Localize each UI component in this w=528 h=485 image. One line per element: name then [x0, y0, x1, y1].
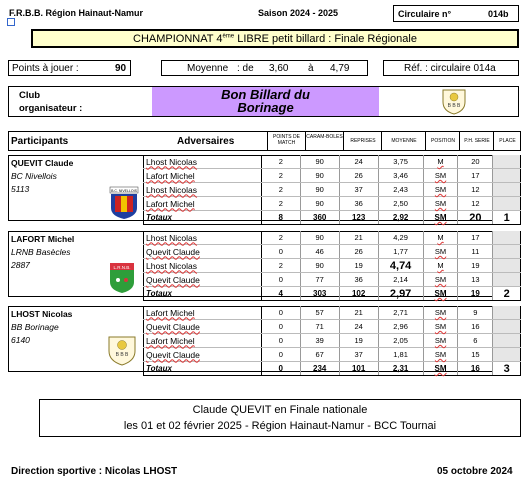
opponent-name: Lhost Nicolas: [144, 183, 262, 197]
reprises: 26: [339, 245, 378, 259]
place-cell: [493, 320, 521, 334]
position: SM: [423, 334, 458, 348]
title-pre: CHAMPIONNAT 4: [133, 33, 223, 45]
total-moyenne: 2,92: [378, 211, 423, 225]
game-row: [144, 348, 521, 362]
header-place: PLACE: [493, 132, 521, 150]
ref-label: Réf. : circulaire 014a: [404, 63, 496, 74]
bbb-logo: [107, 335, 137, 367]
match-points: 0: [261, 306, 300, 320]
place-cell: [493, 245, 521, 259]
moyenne: 2,05: [378, 334, 423, 348]
totals-row: [144, 287, 521, 301]
header-points: POINTS DE MATCH: [267, 132, 305, 150]
footer-date: 05 octobre 2024: [437, 466, 513, 477]
ph-serie: 6: [458, 334, 493, 348]
svg-text:B.C. NIVELLOIS: B.C. NIVELLOIS: [111, 189, 137, 193]
reprises: 19: [339, 259, 378, 273]
moyenne: 2,71: [378, 306, 423, 320]
header-reprises: REPRISES: [343, 132, 382, 150]
ph-serie: 12: [458, 197, 493, 211]
bbb-logo-text: B B B: [447, 103, 461, 109]
game-row: [144, 169, 521, 183]
match-points: 0: [261, 320, 300, 334]
carambolles: 71: [300, 320, 339, 334]
totals-row: [144, 362, 521, 376]
opponent-name: Quevit Claude: [144, 245, 262, 259]
position: M: [423, 231, 458, 245]
carambolles: 77: [300, 273, 339, 287]
footer-direction: Direction sportive : Nicolas LHOST: [11, 466, 178, 477]
moyenne-box: [161, 60, 368, 76]
reprises: 21: [339, 231, 378, 245]
game-row: [144, 183, 521, 197]
position: M: [423, 155, 458, 169]
carambolles: 90: [300, 197, 339, 211]
game-row: [144, 273, 521, 287]
total-reprises: 123: [339, 211, 378, 225]
title-sup: ème: [222, 33, 235, 40]
place-cell: [493, 169, 521, 183]
match-points: 2: [261, 169, 300, 183]
game-row: [144, 320, 521, 334]
game-row: [144, 245, 521, 259]
moyenne-from: 3,60: [269, 63, 289, 74]
place-cell: [493, 348, 521, 362]
totals-label: Totaux: [144, 362, 262, 376]
ph-serie: 12: [458, 183, 493, 197]
place-cell: [493, 273, 521, 287]
moyenne-label: Moyenne: [187, 63, 229, 74]
opponent-name: Lhost Nicolas: [144, 231, 262, 245]
game-row: [144, 306, 521, 320]
participant-club: LRNB Basècles: [11, 247, 71, 257]
reprises: 37: [339, 183, 378, 197]
position: SM: [423, 197, 458, 211]
position: SM: [423, 348, 458, 362]
place-cell: [493, 231, 521, 245]
total-points: 4: [261, 287, 300, 301]
moyenne: 3,75: [378, 155, 423, 169]
position: SM: [423, 273, 458, 287]
position: SM: [423, 320, 458, 334]
total-reprises: 101: [339, 362, 378, 376]
opponent-name: Quevit Claude: [144, 348, 262, 362]
title-post: LIBRE petit billard : Finale Régionale: [234, 33, 417, 45]
match-points: 2: [261, 155, 300, 169]
place-cell: [493, 334, 521, 348]
opponent-name: Lafort Michel: [144, 334, 262, 348]
results-table: [143, 231, 521, 301]
participant-license: 2887: [11, 260, 30, 270]
moyenne: 2,96: [378, 320, 423, 334]
season: Saison 2024 - 2025: [258, 8, 339, 18]
participant-license: 5113: [11, 184, 30, 194]
position: SM: [423, 306, 458, 320]
club-name-line-1: Bon Billard du: [221, 87, 310, 102]
club-name: [152, 88, 379, 114]
match-points: 2: [261, 183, 300, 197]
moyenne: 2,14: [378, 273, 423, 287]
ph-serie: 17: [458, 231, 493, 245]
reprises: 36: [339, 273, 378, 287]
svg-text:B B B: B B B: [115, 352, 129, 358]
total-ph-serie: 16: [458, 362, 493, 376]
ph-serie: 11: [458, 245, 493, 259]
table-header: [8, 131, 521, 151]
participant-license: 6140: [11, 335, 30, 345]
game-row: [144, 197, 521, 211]
total-moyenne: 2,31: [378, 362, 423, 376]
bc-nivellois-logo: [109, 186, 139, 220]
results-table: [143, 306, 521, 376]
note-line-2: les 01 et 02 février 2025 - Région Hainaut-Namur - BCC Tournai: [123, 420, 437, 432]
opponent-name: Lafort Michel: [144, 197, 262, 211]
ph-serie: 9: [458, 306, 493, 320]
carambolles: 90: [300, 259, 339, 273]
place-cell: [493, 306, 521, 320]
moyenne: 2,50: [378, 197, 423, 211]
note-box: [39, 399, 521, 437]
carambolles: 90: [300, 169, 339, 183]
match-points: 0: [261, 245, 300, 259]
ref-box: [383, 60, 519, 76]
position: M: [423, 259, 458, 273]
note-line-1: Claude QUEVIT en Finale nationale: [192, 404, 368, 416]
reprises: 37: [339, 348, 378, 362]
carambolles: 90: [300, 183, 339, 197]
totals-row: [144, 211, 521, 225]
moyenne-de: : de: [237, 63, 254, 74]
place-cell: [493, 259, 521, 273]
carambolles: 90: [300, 231, 339, 245]
circular-box: [393, 5, 519, 22]
total-ph-serie: 20: [458, 211, 493, 225]
match-points: 2: [261, 197, 300, 211]
header-position: POSITION: [425, 132, 460, 150]
place-cell: [493, 183, 521, 197]
club-box: [8, 86, 519, 117]
points-value: 90: [115, 63, 127, 74]
carambolles: 67: [300, 348, 339, 362]
total-carambolles: 360: [300, 211, 339, 225]
moyenne: 2,43: [378, 183, 423, 197]
place-cell: [493, 197, 521, 211]
total-position: SM: [423, 211, 458, 225]
participant-name: LHOST Nicolas: [11, 309, 73, 319]
ph-serie: 20: [458, 155, 493, 169]
club-name-highlight: [152, 87, 379, 116]
reprises: 21: [339, 306, 378, 320]
results-table: [143, 155, 521, 225]
svg-text:L.R.N.B.: L.R.N.B.: [113, 265, 131, 270]
participant-name: QUEVIT Claude: [11, 158, 74, 168]
game-row: [144, 259, 521, 273]
total-carambolles: 303: [300, 287, 339, 301]
game-row: [144, 334, 521, 348]
moyenne-to: 4,79: [330, 63, 350, 74]
match-points: 0: [261, 273, 300, 287]
carambolles: 57: [300, 306, 339, 320]
totals-label: Totaux: [144, 211, 262, 225]
lrnb-logo: [109, 262, 135, 294]
match-points: 2: [261, 259, 300, 273]
position: SM: [423, 169, 458, 183]
total-position: SM: [423, 362, 458, 376]
position: SM: [423, 183, 458, 197]
match-points: 0: [261, 334, 300, 348]
org-name: F.R.B.B. Région Hainaut-Namur: [9, 8, 144, 18]
total-position: SM: [423, 287, 458, 301]
header-ph-serie: P.H. SERIE: [459, 132, 494, 150]
total-ph-serie: 19: [458, 287, 493, 301]
moyenne: 4,29: [378, 231, 423, 245]
club-label-1: Club: [19, 90, 41, 101]
carambolles: 39: [300, 334, 339, 348]
place-cell: [493, 155, 521, 169]
final-place: 3: [493, 362, 521, 376]
opponent-name: Lhost Nicolas: [144, 259, 262, 273]
total-moyenne: 2,97: [378, 287, 423, 301]
opponent-name: Lhost Nicolas: [144, 155, 262, 169]
moyenne: 1,81: [378, 348, 423, 362]
club-name-line-2: Borinage: [237, 100, 294, 115]
moyenne-a: à: [308, 63, 314, 74]
reprises: 36: [339, 197, 378, 211]
reprises: 24: [339, 320, 378, 334]
championship-title: [33, 33, 517, 45]
participant-name: LAFORT Michel: [11, 234, 75, 244]
participant-club: BC Nivellois: [11, 171, 57, 181]
match-points: 2: [261, 231, 300, 245]
position: SM: [423, 245, 458, 259]
club-label-2: organisateur :: [19, 103, 83, 114]
moyenne: 1,77: [378, 245, 423, 259]
carambolles: 90: [300, 155, 339, 169]
circular-label: Circulaire n°: [398, 9, 452, 19]
opponent-name: Quevit Claude: [144, 273, 262, 287]
ph-serie: 16: [458, 320, 493, 334]
reprises: 26: [339, 169, 378, 183]
total-carambolles: 234: [300, 362, 339, 376]
totals-label: Totaux: [144, 287, 262, 301]
opponent-name: Lafort Michel: [144, 306, 262, 320]
game-row: [144, 155, 521, 169]
circular-number: 014b: [488, 9, 509, 19]
carambolles: 46: [300, 245, 339, 259]
points-label: Points à jouer :: [12, 63, 79, 74]
moyenne: 4,74: [378, 259, 423, 273]
header-carambolles: CARAM-BOLES: [305, 132, 343, 150]
game-row: [144, 231, 521, 245]
championship-title-bar: [31, 29, 519, 48]
ph-serie: 15: [458, 348, 493, 362]
reprises: 24: [339, 155, 378, 169]
header-moyenne: MOYENNE: [381, 132, 426, 150]
header-participants: Participants: [11, 136, 69, 147]
bbb-logo: [441, 88, 467, 115]
opponent-name: Quevit Claude: [144, 320, 262, 334]
total-points: 8: [261, 211, 300, 225]
total-reprises: 102: [339, 287, 378, 301]
selection-handle[interactable]: [7, 18, 15, 26]
reprises: 19: [339, 334, 378, 348]
final-place: 1: [493, 211, 521, 225]
final-place: 2: [493, 287, 521, 301]
ph-serie: 13: [458, 273, 493, 287]
opponent-name: Lafort Michel: [144, 169, 262, 183]
ph-serie: 19: [458, 259, 493, 273]
moyenne: 3,46: [378, 169, 423, 183]
participant-club: BB Borinage: [11, 322, 59, 332]
points-box: [8, 60, 131, 76]
total-points: 0: [261, 362, 300, 376]
match-points: 0: [261, 348, 300, 362]
ph-serie: 17: [458, 169, 493, 183]
header-adversaires: Adversaires: [177, 136, 235, 147]
